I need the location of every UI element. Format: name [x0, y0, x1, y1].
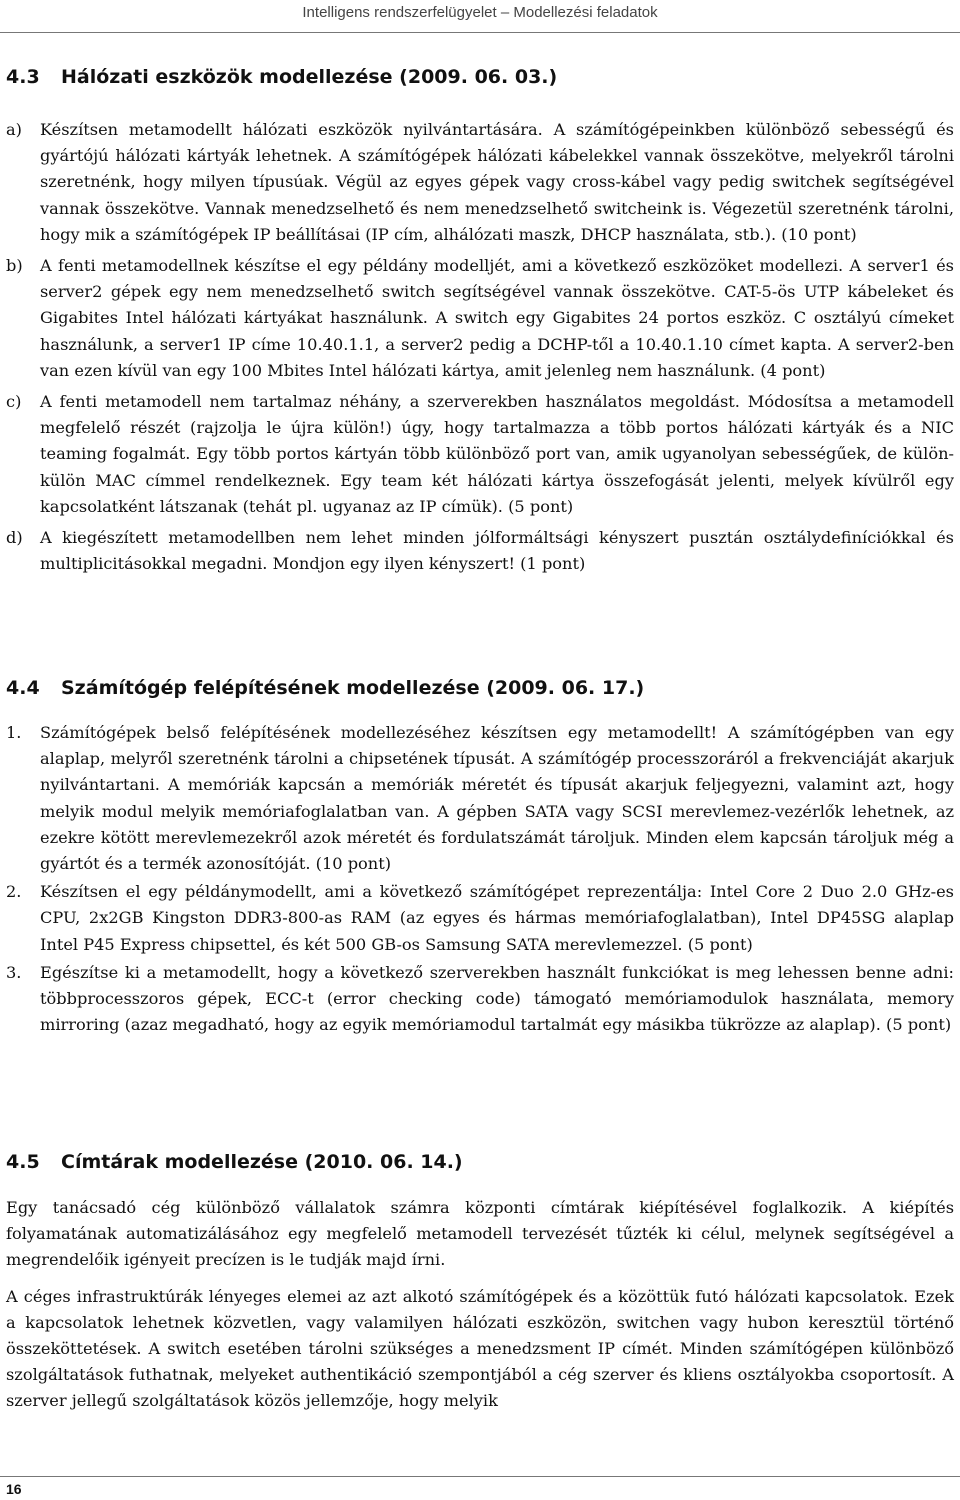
section-number: 4.3 — [6, 66, 40, 88]
list-item — [6, 720, 954, 877]
list-item-text: A fenti metamodell nem tartalmaz néhány, a szerverekben használatos megoldást. Módosítsa a metamodell megfelelő részét (rajzolja le újra külön!) úgy, hogy tartalmazza a több portos hálózati kártyák és a NIC teaming fogalmát. Egy több portos kártyán több különböző port van, amik ugyanolyan sebességűek, de külön-külön MAC címmel rendelkeznek. Egy team két hálózati kártya összefogását jelenti, melyek kívülről egy kapcsolatként látszanak (tehát pl. ugyanaz az IP címük). (5 pont) — [40, 392, 954, 516]
section-heading-4-3 — [6, 66, 557, 88]
list-item-text: Készítsen el egy példánymodellt, ami a következő számítógépet reprezentálja: Intel Core 2 Duo 2.0 GHz-es CPU, 2x2GB Kingston DDR3-800-as RAM (az egyes és hármas memóriafoglalatban), Intel DP45SG alaplap Intel P45 Express chipsettel, és két 500 GB-os Samsung SATA merevlemezzel. (5 pont) — [40, 882, 954, 954]
list-marker: c) — [6, 392, 22, 412]
paragraph: Egy tanácsadó cég különböző vállalatok számra központi címtárak kiépítésével foglalkozik. A kiépítés folyamatának automatizálásához egy megfelelő metamodell tervezését tűzték ki célul, melynek segítségével a megrendelőik igényeit precízen is le tudják majd írni. — [6, 1198, 954, 1270]
list-item — [6, 253, 954, 384]
section-heading-4-4 — [6, 677, 644, 699]
section-heading-4-5 — [6, 1151, 463, 1173]
footer-divider — [0, 1476, 960, 1477]
page-number: 16 — [6, 1481, 22, 1497]
list-item-text: Egészítse ki a metamodellt, hogy a következő szerverekben használt funkciókat is meg lehessen benne adni: többprocesszoros gépek, ECC-t (error checking code) támogató memóriamodulok használata, memory mirroring (azaz megadható, hogy az egyik memóriamodul tartalmát egy másikba tükrözze az alaplap). (5 pont) — [40, 962, 954, 1035]
list-item-text: A kiegészített metamodellben nem lehet minden jólformáltsági kényszert pusztán osztálydefiníciókkal és multiplicitásokkal megadni. Mondjon egy ilyen kényszert! (1 pont) — [40, 528, 954, 574]
list-item-text: A fenti metamodellnek készítse el egy példány modelljét, ami a következő eszközöket modellezi. A server1 és server2 gépek egy nem menedzselhető switch segítségével vannak összekötve. CAT-5-ös UTP kábeleket és Gigabites Intel hálózati kártyákat használunk. A switch egy Gigabites 24 portos eszköz. C osztályú címeket használunk, a server1 IP címe 10.40.1.1, a server2 pedig a DCHP-től a 10.40.1.10 címet kapta. A server2-ben van ezen kívül van egy 100 Mbites Intel hálózati kártya, amit jelenleg nem használunk. (4 pont) — [40, 256, 954, 380]
list-item-text: Készítsen metamodellt hálózati eszközök nyilvántartására. A számítógépeinkben különböző sebességű és gyártójú hálózati kártyák lehetnek. A számítógépek hálózati kábelekkel vannak összekötve, melyekről tárolni szeretnénk, hogy milyen típusúak. Végül az egyes gépek vagy cross-kábel vagy pedig switchek segítségével vannak összekötve. Vannak menedzselhető és nem menedzselhető switcheink is. Végezetül szeretnénk tárolni, hogy mik a számítógépek IP beállításai (IP cím, alhálózati maszk, DHCP használata, stb.). (10 pont) — [40, 120, 954, 244]
header-divider — [0, 32, 960, 33]
list-item — [6, 525, 954, 577]
section-4-4-body — [6, 720, 954, 1038]
section-4-3-body — [6, 117, 954, 577]
list-item-text: Számítógépek belső felépítésének modellezéséhez készítsen egy metamodellt! A számítógépben van egy alaplap, melyről szeretnénk tárolni a chipsetének típusát. A számítógép processzoráról a frekvenciáját akarjuk nyilvántartani. A memóriák kapcsán a memóriák méretét és típusát akarjuk feljegyezni, valamint azt, hogy melyik modul melyik memóriafoglalatban van. A gépben SATA vagy SCSI merevlemez-vezérlők lehetnek, az ezekre kötött merevlemezekről azok méretét és fordulatszámát tároljuk. Minden elem kapcsán tároljuk még a gyártót és a termék azonosítóját. (10 pont) — [40, 723, 954, 874]
list-item — [6, 960, 954, 1039]
section-title: Hálózati eszközök modellezése (2009. 06. 03.) — [61, 66, 558, 88]
list-marker: b) — [6, 256, 23, 276]
list-marker: 3. — [6, 962, 22, 982]
section-number: 4.4 — [6, 677, 40, 699]
section-number: 4.5 — [6, 1151, 40, 1173]
list-marker: 2. — [6, 882, 22, 902]
section-title: Címtárak modellezése (2010. 06. 14.) — [61, 1151, 463, 1173]
list-item — [6, 117, 954, 248]
list-item — [6, 389, 954, 520]
list-marker: 1. — [6, 723, 22, 742]
list-marker: a) — [6, 120, 22, 139]
list-item — [6, 879, 954, 958]
section-4-5-body — [6, 1195, 954, 1415]
section-title: Számítógép felépítésének modellezése (2009. 06. 17.) — [61, 677, 645, 699]
running-header: Intelligens rendszerfelügyelet – Modellezési feladatok — [302, 4, 658, 21]
list-marker: d) — [6, 528, 23, 548]
paragraph: A céges infrastruktúrák lényeges elemei az azt alkotó számítógépek és a közöttük futó hálózati kapcsolatok. Ezek a kapcsolatok lehetnek közvetlen, vagy valamilyen hálózati eszközön, switchen vagy hubon keresztül történő összeköttetések. A switch esetében tárolni szükséges a menedzsment IP címét. Minden számítógépen különböző szolgáltatások futhatnak, melyeket authentikáció szempontjából a cég szerver és kliens osztályokba csoportosít. A szerver jellegű szolgáltatások közös jellemzője, hogy melyik — [6, 1286, 954, 1411]
